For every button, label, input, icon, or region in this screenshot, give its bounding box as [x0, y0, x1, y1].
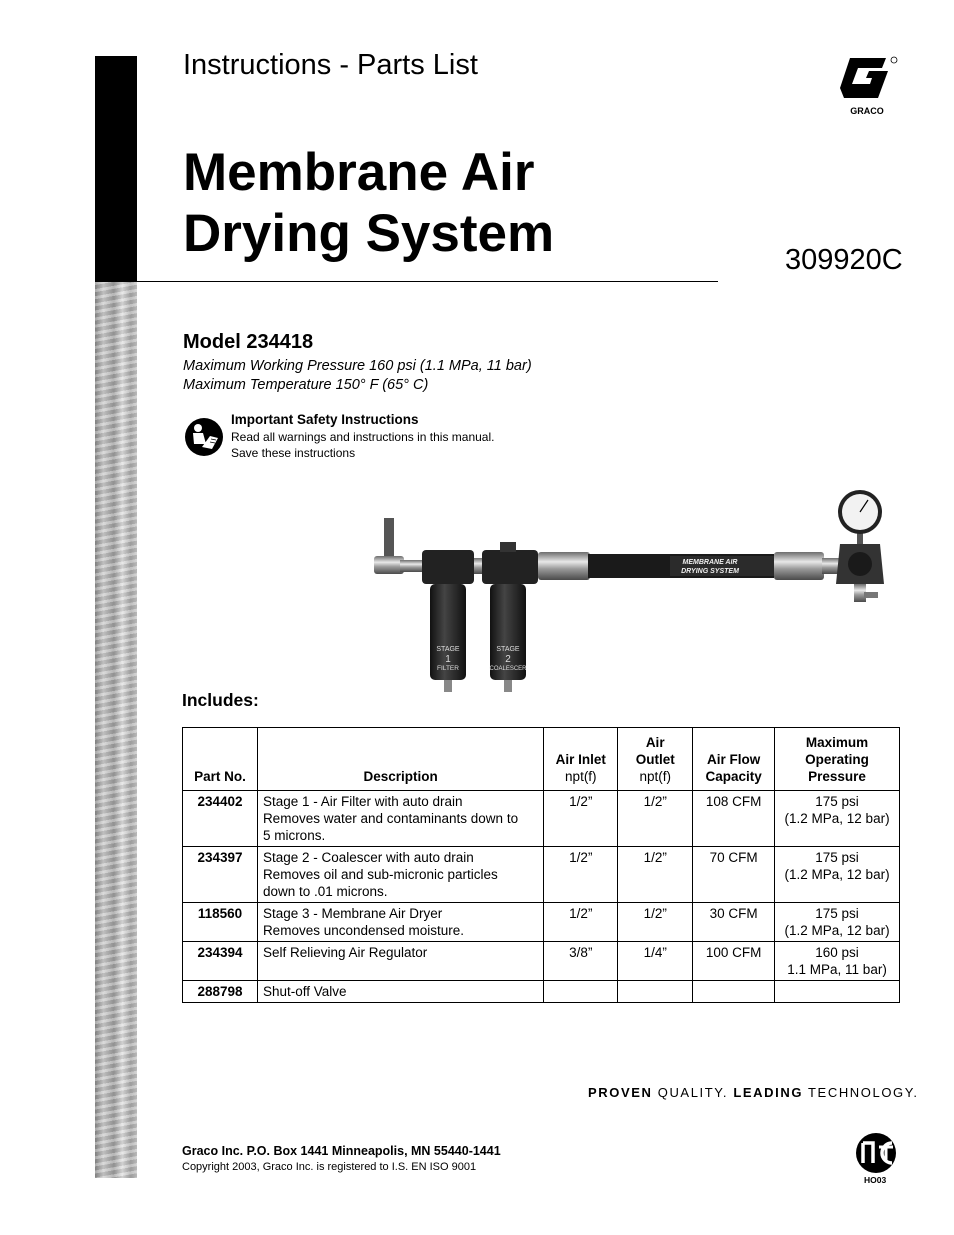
air-inlet: 1/2” [544, 903, 618, 942]
company-address: Graco Inc. P.O. Box 1441 Minneapolis, MN 55440-1441 [182, 1144, 501, 1158]
doc-number: 309920C [785, 244, 903, 276]
max-pressure: 175 psi (1.2 MPa, 12 bar) [775, 847, 900, 903]
table-row [183, 903, 900, 942]
table-row [183, 847, 900, 903]
part-description: Self Relieving Air Regulator [257, 942, 543, 981]
dryer-end-right [774, 552, 824, 580]
model-temperature: Maximum Temperature 150° F (65° C) [183, 377, 429, 393]
doc-title [183, 142, 554, 264]
side-metal-strip [95, 282, 137, 1178]
air-flow [693, 981, 775, 1003]
part-description: Stage 2 - Coalescer with auto drain Removes oil and sub-micronic particles down to .01 microns. [257, 847, 543, 903]
tagline: PROVEN QUALITY. LEADING TECHNOLOGY. [588, 1085, 919, 1100]
air-outlet: 1/2” [618, 791, 693, 847]
stage2-head [482, 550, 538, 584]
air-inlet: 1/2” [544, 847, 618, 903]
table-row [183, 942, 900, 981]
part-number: 234402 [183, 791, 258, 847]
safety-heading: Important Safety Instructions [231, 412, 419, 427]
header-rule [137, 281, 718, 282]
air-inlet: 1/2” [544, 791, 618, 847]
includes-heading: Includes: [182, 690, 259, 710]
air-inlet: 3/8” [544, 942, 618, 981]
dryer-end-left [538, 552, 590, 580]
product-photo [370, 488, 902, 700]
safety-line-1: Read all warnings and instructions in this manual. [231, 430, 495, 444]
col-part-no: Part No. [183, 728, 258, 791]
table-header-row [183, 728, 900, 791]
read-manual-icon [184, 417, 224, 457]
title-line-2: Drying System [183, 204, 555, 263]
air-flow: 100 CFM [693, 942, 775, 981]
doc-subtitle: Instructions - Parts List [183, 49, 478, 81]
table-row [183, 791, 900, 847]
graco-logo [836, 54, 900, 118]
stage1-label-b: 1 [445, 654, 451, 665]
air-flow: 30 CFM [693, 903, 775, 942]
safety-line-2: Save these instructions [231, 446, 356, 460]
side-black-bar [95, 56, 137, 282]
stage2-label-a: STAGE [496, 646, 520, 653]
air-outlet: 1/4” [618, 942, 693, 981]
logo-text: GRACO [850, 106, 884, 116]
max-pressure: 175 psi (1.2 MPa, 12 bar) [775, 903, 900, 942]
copyright: Copyright 2003, Graco Inc. is registered to I.S. EN ISO 9001 [182, 1161, 477, 1173]
model-pressure: Maximum Working Pressure 160 psi (1.1 MPa, 11 bar) [183, 358, 532, 374]
col-max-pressure: Maximum Operating Pressure [775, 728, 900, 791]
air-outlet: 1/2” [618, 903, 693, 942]
air-flow: 108 CFM [693, 791, 775, 847]
part-description: Stage 3 - Membrane Air Dryer Removes uncondensed moisture. [257, 903, 543, 942]
col-air-inlet: Air Inlet npt(f) [544, 728, 618, 791]
dryer-label-2: DRYING SYSTEM [681, 568, 739, 575]
stage2-label-c: COALESCER [489, 666, 527, 672]
stage2-label-b: 2 [505, 654, 511, 665]
dryer-label-1: MEMBRANE AIR [682, 559, 738, 566]
max-pressure: 160 psi 1.1 MPa, 11 bar) [775, 942, 900, 981]
model-name: Model 234418 [183, 331, 314, 353]
part-number: 288798 [183, 981, 258, 1003]
stage1-head [422, 550, 474, 584]
stage1-label-c: FILTER [437, 665, 459, 672]
certification-mark-icon [852, 1131, 902, 1175]
part-number: 234397 [183, 847, 258, 903]
max-pressure: 175 psi (1.2 MPa, 12 bar) [775, 791, 900, 847]
max-pressure [775, 981, 900, 1003]
title-line-1: Membrane Air [183, 143, 535, 202]
part-description: Stage 1 - Air Filter with auto drain Removes water and contaminants down to 5 microns. [257, 791, 543, 847]
cert-code: HO03 [864, 1175, 887, 1185]
col-description: Description [257, 728, 543, 791]
air-outlet: 1/2” [618, 847, 693, 903]
table-row [183, 981, 900, 1003]
part-number: 234394 [183, 942, 258, 981]
stage1-label-a: STAGE [436, 646, 460, 653]
valve-handle [384, 518, 394, 558]
shutoff-valve [374, 556, 404, 574]
part-description: Shut-off Valve [257, 981, 543, 1003]
air-flow: 70 CFM [693, 847, 775, 903]
part-number: 118560 [183, 903, 258, 942]
col-air-flow: Air Flow Capacity [693, 728, 775, 791]
col-air-outlet: Air Outlet npt(f) [618, 728, 693, 791]
parts-table [182, 727, 900, 1003]
air-outlet [618, 981, 693, 1003]
air-inlet [544, 981, 618, 1003]
